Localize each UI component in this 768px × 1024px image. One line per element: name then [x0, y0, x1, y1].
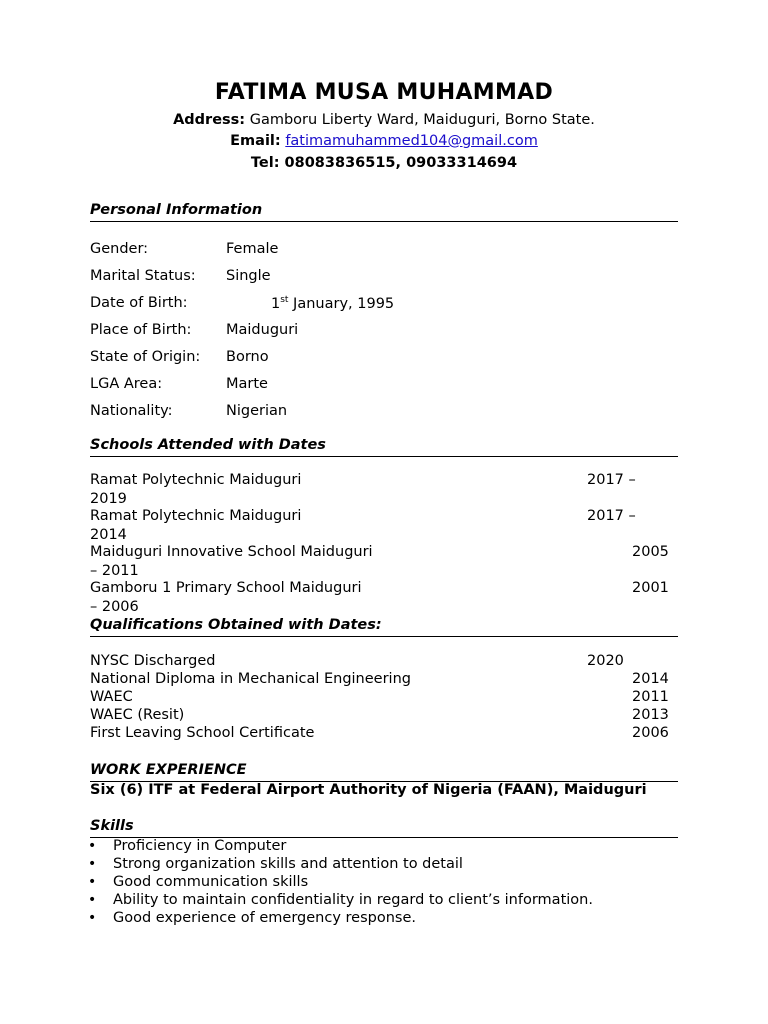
value-date-of-birth [271, 295, 394, 312]
qualification-year: 2013 [632, 707, 669, 723]
address-label: Address: [173, 112, 246, 128]
school-name: Ramat Polytechnic Maiduguri [90, 472, 302, 488]
section-title-skills: Skills [90, 818, 134, 834]
section-title-personal: Personal Information [90, 202, 263, 218]
qualification-year: 2006 [632, 725, 669, 741]
label-date-of-birth: Date of Birth: [90, 295, 188, 311]
email-label: Email: [230, 133, 281, 149]
dob-rest: January, 1995 [288, 295, 395, 312]
dob-day: 1 [271, 295, 281, 312]
work-experience-entry: Six (6) ITF at Federal Airport Authority of Nigeria (FAAN), Maiduguri [90, 782, 647, 798]
telephone-line: Tel: 08083836515, 09033314694 [250, 155, 518, 171]
school-end-date: – 2011 [90, 563, 139, 579]
label-nationality: Nationality: [90, 403, 173, 419]
bullet-icon: • [88, 892, 97, 908]
section-title-work-experience: WORK EXPERIENCE [90, 762, 247, 778]
qualification-name: NYSC Discharged [90, 653, 216, 669]
school-end-date: 2019 [90, 491, 127, 507]
section-title-schools: Schools Attended with Dates [90, 437, 326, 453]
section-divider [90, 221, 678, 222]
label-gender: Gender: [90, 241, 149, 257]
value-marital-status: Single [226, 268, 271, 284]
address-line [0, 112, 768, 128]
skill-item: Ability to maintain confidentiality in regard to client’s information. [113, 892, 593, 908]
qualification-name: National Diploma in Mechanical Engineering [90, 671, 411, 687]
school-start-date: 2017 – [587, 472, 636, 488]
bullet-icon: • [88, 838, 97, 854]
value-state-of-origin: Borno [226, 349, 269, 365]
qualification-name: WAEC (Resit) [90, 707, 185, 723]
dob-ordinal: st [280, 295, 289, 305]
address-value: Gamboru Liberty Ward, Maiduguri, Borno State. [249, 112, 595, 128]
label-marital-status: Marital Status: [90, 268, 196, 284]
qualification-year: 2011 [632, 689, 669, 705]
bullet-icon: • [88, 874, 97, 890]
school-start-date: 2005 [632, 544, 669, 560]
section-divider [90, 636, 678, 637]
bullet-icon: • [88, 856, 97, 872]
school-name: Ramat Polytechnic Maiduguri [90, 508, 302, 524]
candidate-name: FATIMA MUSA MUHAMMAD [214, 80, 554, 105]
email-link[interactable]: fatimamuhammed104@gmail.com [285, 133, 538, 149]
qualification-year: 2020 [587, 653, 624, 669]
label-lga-area: LGA Area: [90, 376, 163, 392]
value-place-of-birth: Maiduguri [226, 322, 299, 338]
school-name: Gamboru 1 Primary School Maiduguri [90, 580, 362, 596]
qualification-name: WAEC [90, 689, 133, 705]
school-end-date: – 2006 [90, 599, 139, 615]
school-name: Maiduguri Innovative School Maiduguri [90, 544, 373, 560]
label-place-of-birth: Place of Birth: [90, 322, 192, 338]
value-gender: Female [226, 241, 279, 257]
school-end-date: 2014 [90, 527, 127, 543]
school-start-date: 2017 – [587, 508, 636, 524]
skill-item: Proficiency in Computer [113, 838, 287, 854]
bullet-icon: • [88, 910, 97, 926]
school-start-date: 2001 [632, 580, 669, 596]
skill-item: Good experience of emergency response. [113, 910, 416, 926]
value-lga-area: Marte [226, 376, 268, 392]
value-nationality: Nigerian [226, 403, 288, 419]
section-divider [90, 456, 678, 457]
email-line [0, 133, 768, 149]
skill-item: Strong organization skills and attention to detail [113, 856, 463, 872]
label-state-of-origin: State of Origin: [90, 349, 201, 365]
qualification-name: First Leaving School Certificate [90, 725, 315, 741]
qualification-year: 2014 [632, 671, 669, 687]
section-title-qualifications: Qualifications Obtained with Dates: [90, 617, 382, 633]
skill-item: Good communication skills [113, 874, 309, 890]
